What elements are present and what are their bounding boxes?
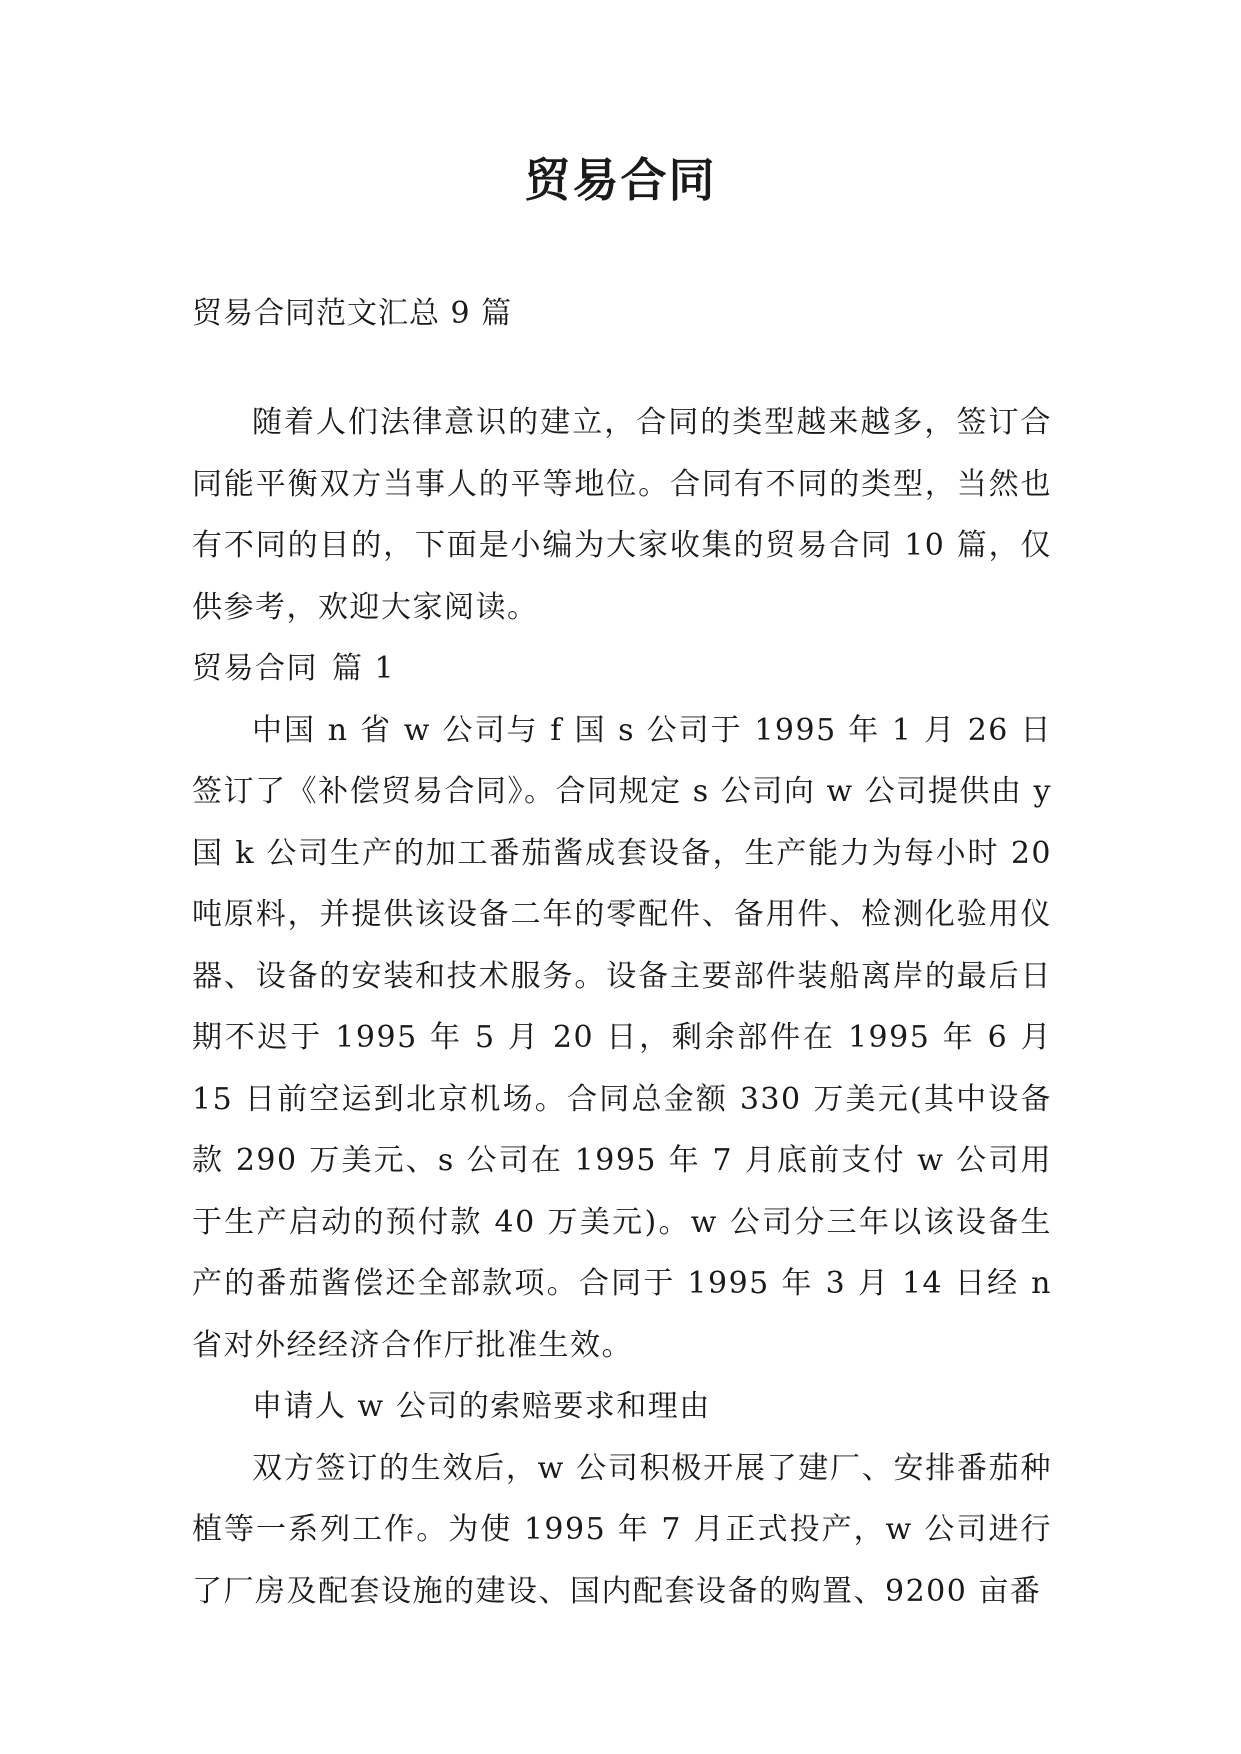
section-label: 篇 1 <box>332 651 396 686</box>
document-title: 贸易合同 <box>524 153 717 207</box>
document-subtitle: 贸易合同范文汇总 9 篇 <box>192 296 513 331</box>
intro-paragraph: 随着人们法律意识的建立，合同的类型越来越多，签订合同能平衡双方当事人的平等地位。合同有不同的类型，当然也有不同的目的，下面是小编为大家收集的贸易合同 10 篇，仅供参考，欢迎大家阅读。 <box>192 405 1052 625</box>
section-heading <box>192 638 1052 700</box>
document-body <box>192 292 1052 1622</box>
section-title: 贸易合同 <box>192 651 318 686</box>
claim-paragraph: 双方签订的生效后，w 公司积极开展了建厂、安排番茄种植等一系列工作。为使 1995 年 7 月正式投产，w 公司进行了厂房及配套设施的建设、国内配套设备的购置、9200 亩番 <box>192 1450 1052 1609</box>
contract-paragraph: 中国 n 省 w 公司与 f 国 s 公司于 1995 年 1 月 26 日签订了《补偿贸易合同》。合同规定 s 公司向 w 公司提供由 y 国 k 公司生产的加工番茄酱成套设备，生产能力为每小时 20 吨原料，并提供该设备二年的零配件、备用件、检测化验用仪器、设备的安装和技术服务。设备主要部件装船离岸的最后日期不迟于 1995 年 5 月 20 日，剩余部件在 1995 年 6 月 15 日前空运到北京机场。合同总金额 330 万美元(其中设备款 290 万美元、s 公司在 1995 年 7 月底前支付 w 公司用于生产启动的预付款 40 万美元)。w 公司分三年以该设备生产的番茄酱偿还全部款项。合同于 1995 年 3 月 14 日经 n 省对外经经济合作厅批准生效。 <box>192 712 1052 1363</box>
claim-heading: 申请人 w 公司的索赔要求和理由 <box>252 1389 711 1424</box>
